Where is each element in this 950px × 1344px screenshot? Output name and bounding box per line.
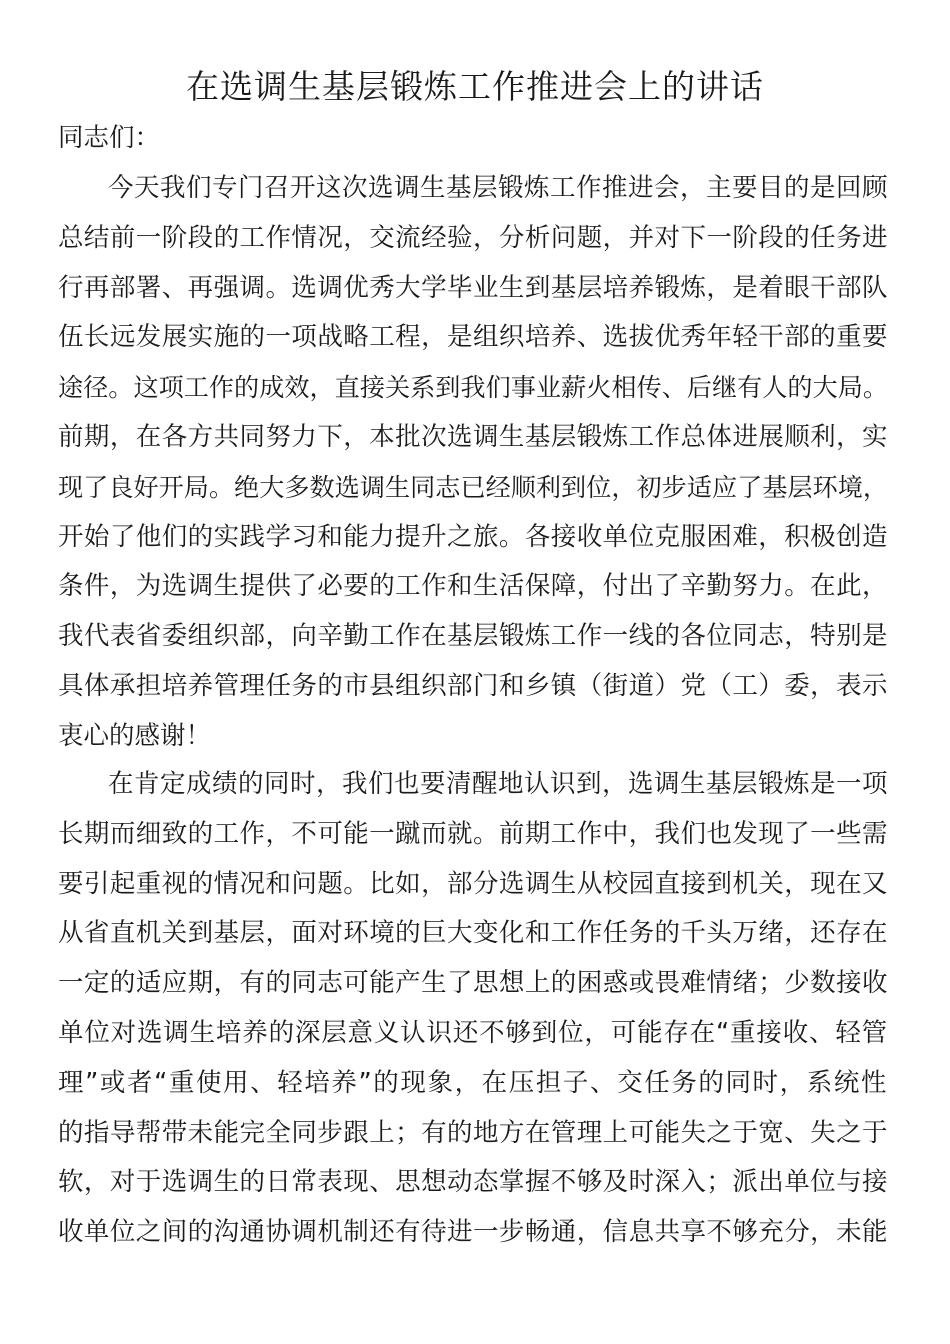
text-line: 在肯定成绩的同时，我们也要清醒地认识到，选调生基层锻炼是一项 [108, 769, 888, 799]
text-line: 理”或者“重使用、轻培养”的现象，在压担子、交任务的同时，系统性 [58, 1067, 888, 1098]
text-line: 从省直机关到基层，面对环境的巨大变化和工作任务的千头万绪，还存在 [58, 918, 888, 949]
text-line: 软，对于选调生的日常表现、思想动态掌握不够及时深入；派出单位与接 [58, 1167, 888, 1198]
text-line: 长期而细致的工作，不可能一蹴而就。前期工作中，我们也发现了一些需 [58, 818, 888, 849]
text-line: 的指导帮带未能完全同步跟上；有的地方在管理上可能失之于宽、失之于 [58, 1117, 888, 1148]
paragraph-1 [58, 164, 888, 762]
paragraph-2 [58, 760, 888, 1258]
text-line: 伍长远发展实施的一项战略工程，是组织培养、选拔优秀年轻干部的重要 [58, 322, 888, 353]
text-line: 前期，在各方共同努力下，本批次选调生基层锻炼工作总体进展顺利，实 [58, 421, 888, 452]
text-line: 我代表省委组织部，向辛勤工作在基层锻炼工作一线的各位同志，特别是 [58, 621, 888, 652]
text-line: 收单位之间的沟通协调机制还有待进一步畅通，信息共享不够充分，未能 [58, 1217, 888, 1248]
salutation: 同志们： [58, 123, 161, 153]
text-line: 条件，为选调生提供了必要的工作和生活保障，付出了辛勤努力。在此， [58, 571, 888, 602]
text-line: 总结前一阶段的工作情况，交流经验，分析问题，并对下一阶段的任务进 [58, 222, 888, 253]
text-line: 现了良好开局。绝大多数选调生同志已经顺利到位，初步适应了基层环境， [58, 472, 888, 502]
text-line: 途径。这项工作的成效，直接关系到我们事业薪火相传、后继有人的大局。 [58, 373, 888, 403]
document-title: 在选调生基层锻炼工作推进会上的讲话 [186, 67, 764, 106]
text-line: 今天我们专门召开这次选调生基层锻炼工作推进会，主要目的是回顾 [108, 173, 888, 203]
text-line: 衷心的感谢！ [58, 720, 212, 751]
text-line: 一定的适应期，有的同志可能产生了思想上的困惑或畏难情绪；少数接收 [58, 968, 888, 999]
text-line: 行再部署、再强调。选调优秀大学毕业生到基层培养锻炼，是着眼干部队 [58, 272, 888, 303]
text-line: 单位对选调生培养的深层意义认识还不够到位，可能存在“重接收、轻管 [58, 1017, 888, 1048]
text-line: 要引起重视的情况和问题。比如，部分选调生从校园直接到机关，现在又 [58, 868, 888, 899]
text-line: 具体承担培养管理任务的市县组织部门和乡镇（街道）党（工）委，表示 [58, 670, 888, 701]
text-line: 开始了他们的实践学习和能力提升之旅。各接收单位克服困难，积极创造 [58, 521, 888, 552]
